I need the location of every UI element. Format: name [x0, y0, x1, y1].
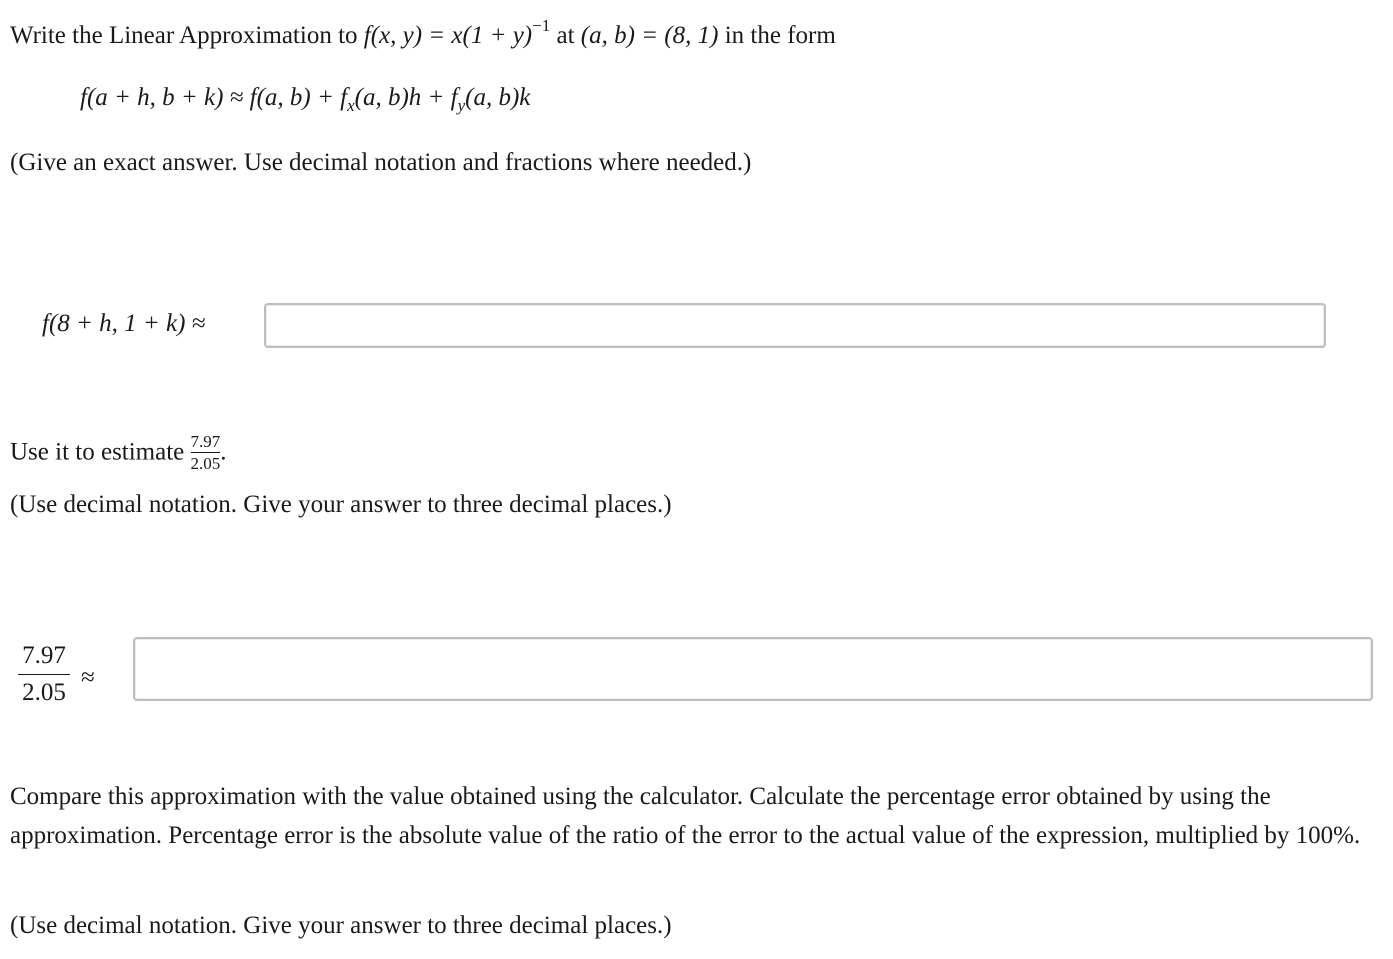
function-exponent: −1: [532, 16, 551, 35]
fraction-bar: [191, 452, 221, 453]
compare-paragraph: Compare this approximation with the value obtained using the calculator. Calculate the percentage error obtained by using the approximation. Percentage error is the absolute value of the ratio of the error to the actual value of the expression, multiplied by 100%.: [10, 783, 1361, 849]
estimate-fraction: [191, 432, 221, 473]
formula-part-b: (a, b)h + f: [354, 84, 458, 111]
formula-sub-x: x: [347, 96, 355, 115]
estimate-denominator: 2.05: [190, 454, 221, 473]
answer2-denominator: 2.05: [22, 679, 66, 706]
estimate-prompt: [10, 432, 227, 473]
answer2-fraction: [18, 641, 70, 708]
formula-part-a: f(a + h, b + k) ≈ f(a, b) + f: [80, 84, 348, 111]
linear-approximation-input[interactable]: [264, 303, 1326, 348]
estimate-input[interactable]: [133, 637, 1373, 701]
fraction-bar: [18, 674, 70, 675]
estimate-prompt-text: Use it to estimate: [10, 438, 185, 466]
intro-suffix: in the form: [724, 22, 836, 49]
answer2-fraction-body: [18, 641, 70, 708]
intro-prefix: Write the Linear Approximation to: [10, 22, 358, 49]
formula-part-c: (a, b)k: [465, 84, 531, 111]
instruction-three-decimals-1: (Use decimal notation. Give your answer to three decimal places.): [10, 491, 672, 518]
answer1-label: f(8 + h, 1 + k) ≈: [42, 310, 206, 337]
problem-statement: [10, 16, 836, 50]
function-definition: f(x, y) = x(1 + y): [363, 22, 533, 49]
estimate-period: .: [220, 438, 227, 466]
estimate-numerator: 7.97: [190, 432, 221, 451]
at-word: at: [556, 22, 575, 49]
linear-approximation-formula: [80, 84, 530, 116]
instruction-three-decimals-2: (Use decimal notation. Give your answer to three decimal places.): [10, 912, 672, 939]
instruction-exact-answer: (Give an exact answer. Use decimal notation and fractions where needed.): [10, 149, 752, 176]
answer2-numerator: 7.97: [22, 642, 66, 669]
answer2-approx-symbol: ≈: [81, 664, 95, 691]
point-definition: (a, b) = (8, 1): [580, 22, 719, 49]
formula-sub-y: y: [457, 96, 466, 115]
